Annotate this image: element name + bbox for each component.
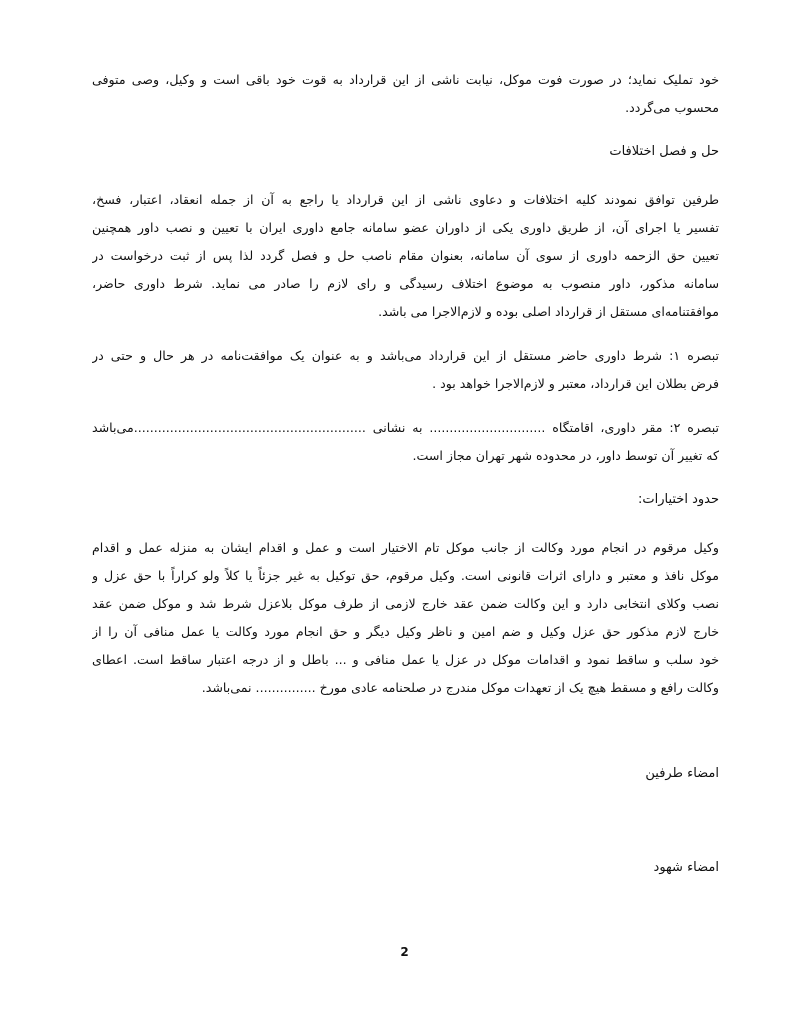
signature-parties: امضاء طرفین bbox=[645, 766, 719, 781]
text-line: تفسیر یا اجرای آن، از طریق داوری یکی از داوران عضو سامانه جامع داوری ایران با تعیین و نصب داور همچنین bbox=[92, 220, 719, 235]
page-number: 2 bbox=[400, 945, 409, 959]
paragraph-note-1 bbox=[92, 342, 719, 398]
document-body bbox=[92, 66, 719, 882]
text-line: فرض بطلان این قرارداد، معتبر و لازم‌الاجرا خواهد بود . bbox=[432, 376, 719, 391]
text-line: وکیل مرقوم در انجام مورد وکالت از جانب موکل تام الاختیار است و عمل و اقدام ایشان به منزله عمل و اقدام bbox=[92, 540, 719, 555]
text-line: موافقتنامه‌ای مستقل از قرارداد اصلی بوده و لازم‌الاجرا می باشد. bbox=[378, 304, 719, 319]
signature-witnesses: امضاء شهود bbox=[653, 860, 719, 875]
paragraph-authority bbox=[92, 534, 719, 702]
text-line: موکل نافذ و معتبر و دارای اثرات قانونی است. وکیل مرقوم، حق توکیل به غیر جزئاً یا کلاً ولو کراراً با حق عزل و bbox=[92, 568, 719, 583]
heading-dispute-resolution: حل و فصل اختلافات bbox=[609, 144, 719, 159]
text-line: تعیین حق الزحمه داوری از سوی آن سامانه، بعنوان مقام ناصب حل و فصل گردد لذا پس از ثبت درخواست در bbox=[92, 248, 719, 263]
text-line: تبصره ۱: شرط داوری حاضر مستقل از این قرارداد می‌باشد و به عنوان یک موافقت‌نامه در هر حال و حتی در bbox=[92, 348, 719, 363]
paragraph-note-2 bbox=[92, 414, 719, 470]
text-line: خارج لازم مذکور حق عزل وکیل و ضم امین و ناظر وکیل دیگر و حق انجام مورد وکالت یا عمل منافی آن را از bbox=[92, 624, 719, 639]
text-line: طرفین توافق نمودند کلیه اختلافات و دعاوی ناشی از این قرارداد یا راجع به آن از جمله انعقاد، اعتبار، فسخ، bbox=[92, 192, 719, 207]
text-line: نصب وکلای انتخابی دارد و این وکالت ضمن عقد خارج لازمی از طرف موکل بلاعزل شرط شد و موکل ضمن عقد bbox=[92, 596, 719, 611]
text-line: وکالت رافع و مسقط هیچ یک از تعهدات موکل مندرج در صلحنامه عادی مورخ ............... نمی‌باشد. bbox=[201, 680, 719, 695]
text-line: خود تملیک نماید؛ در صورت فوت موکل، نیابت ناشی از این قرارداد به قوت خود باقی است و وکیل، وصی متوفی bbox=[92, 72, 719, 87]
text-line: تبصره ۲: مقر داوری، اقامتگاه ............................. به نشانی ..........................................................می‌باشد bbox=[92, 420, 719, 435]
heading-scope-of-authority: حدود اختیارات: bbox=[637, 492, 719, 507]
paragraph-agent-continuation bbox=[92, 66, 719, 122]
text-line: سامانه مذکور، داور منصوب به موضوع اختلاف رسیدگی و رای لازم را صادر می نماید. شرط داوری حاضر، bbox=[92, 276, 719, 291]
text-line: خود سلب و ساقط نمود و اقدامات موکل در عزل یا عمل منافی و ... باطل و از درجه اعتبار ساقط است. اعطای bbox=[92, 652, 719, 667]
text-line: محسوب می‌گردد. bbox=[625, 100, 719, 115]
paragraph-arbitration bbox=[92, 186, 719, 326]
text-line: که تغییر آن توسط داور، در محدوده شهر تهران مجاز است. bbox=[412, 448, 719, 463]
